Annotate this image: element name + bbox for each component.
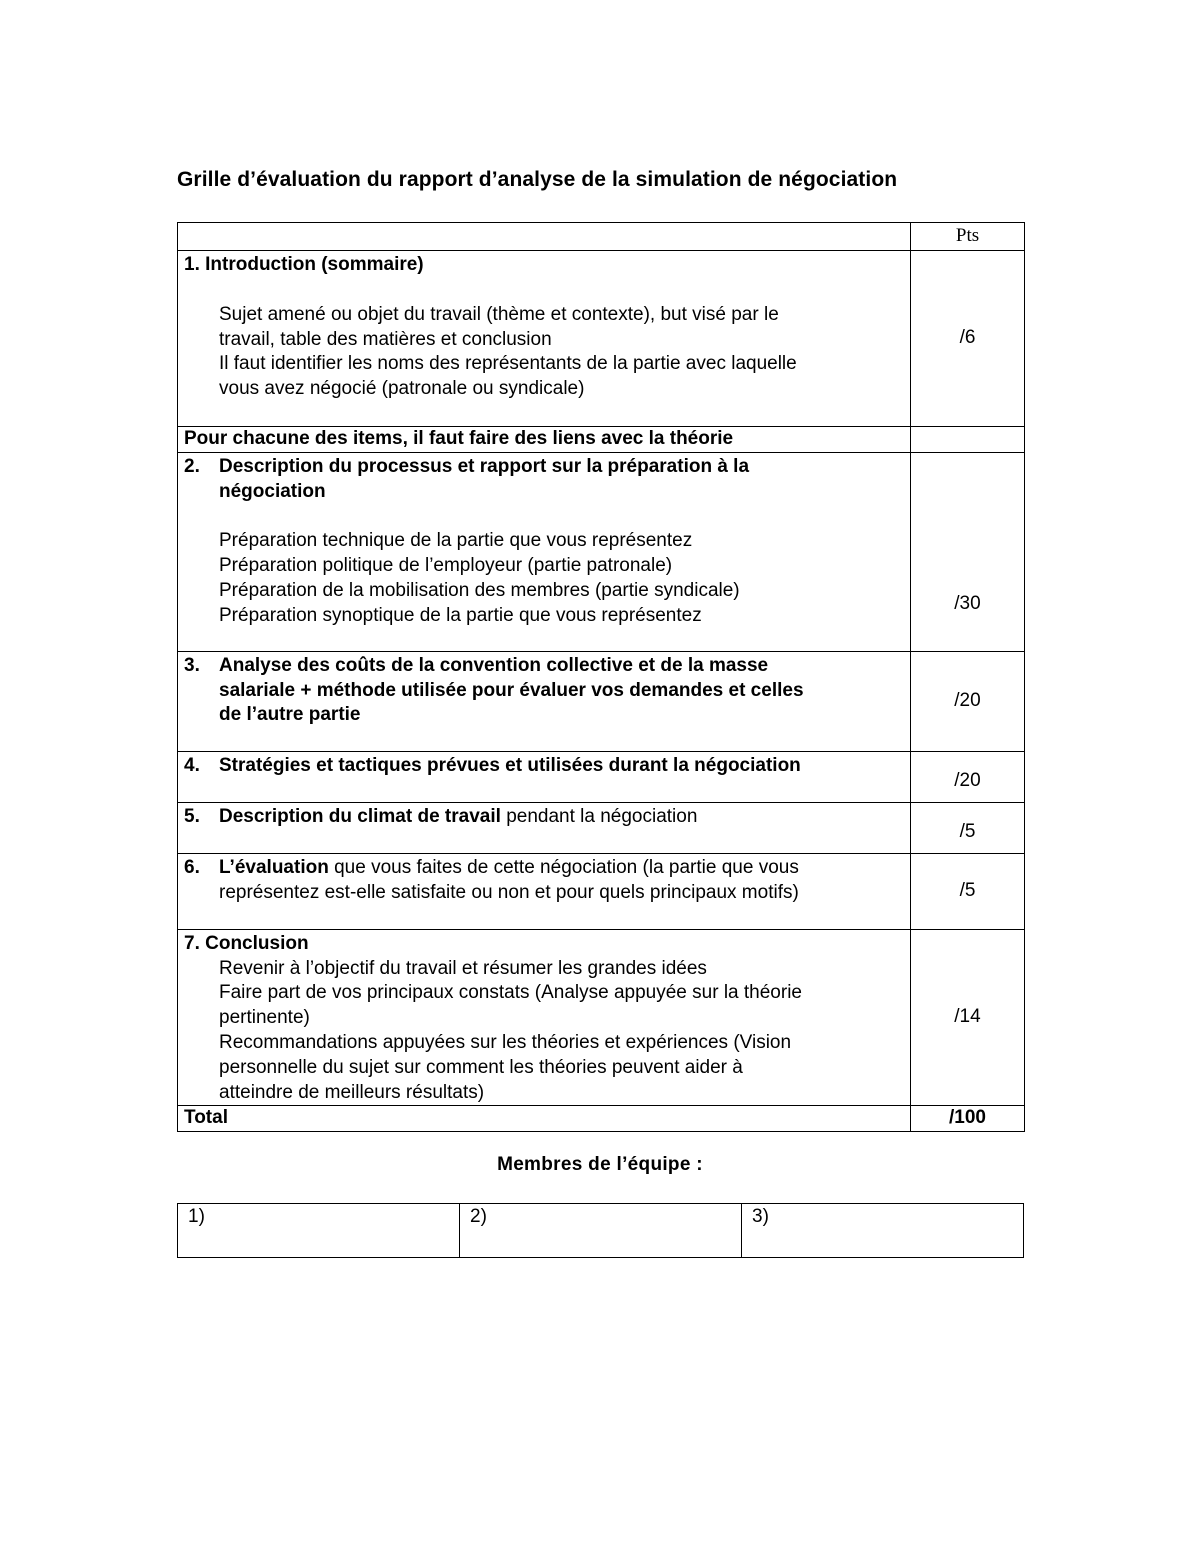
total-cell: [178, 1106, 911, 1132]
item-6-line-2: représentez est-elle satisfaite ou non et pour quels principaux motifs): [219, 881, 799, 903]
item-5-text: pendant la négociation: [500, 805, 698, 827]
conclusion-points: /14: [911, 929, 1025, 1106]
conclusion-line-6: atteindre de meilleurs résultats): [219, 1081, 485, 1103]
item-5-cell: [178, 802, 911, 853]
row-item-6: [178, 853, 1025, 929]
row-item-3: [178, 651, 1025, 751]
item-5-points: /5: [911, 802, 1025, 853]
introduction-points: /6: [911, 251, 1025, 427]
member-slot-1[interactable]: 1): [178, 1204, 460, 1258]
team-members-table: [177, 1203, 1024, 1258]
item-2-heading-line-2: négociation: [219, 480, 326, 502]
row-conclusion: [178, 929, 1025, 1106]
item-5-bold-text: Description du climat de travail: [219, 805, 501, 827]
row-total: [178, 1106, 1025, 1132]
item-4-number: 4.: [184, 754, 200, 776]
team-members-title: Membres de l’équipe :: [497, 1154, 703, 1175]
introduction-line-3: Il faut identifier les noms des représentants de la partie avec laquelle: [219, 353, 797, 375]
introduction-cell: [178, 251, 911, 427]
item-4-heading: Stratégies et tactiques prévues et utilisées durant la négociation: [219, 754, 801, 776]
conclusion-line-4: Recommandations appuyées sur les théories et expériences (Vision: [219, 1031, 792, 1053]
item-3-heading-line-3: de l’autre partie: [219, 704, 361, 726]
header-criteria-cell: [178, 223, 911, 251]
item-6-number: 6.: [184, 856, 200, 878]
item-2-line-3: Préparation de la mobilisation des membres (partie syndicale): [219, 579, 740, 601]
row-item-2: [178, 452, 1025, 651]
item-3-heading-line-1: Analyse des coûts de la convention collective et de la masse: [219, 654, 769, 676]
item-6-text: que vous faites de cette négociation (la partie que vous: [328, 856, 799, 878]
row-item-5: [178, 802, 1025, 853]
item-2-cell: [178, 452, 911, 651]
introduction-line-2: travail, table des matières et conclusion: [219, 328, 552, 350]
row-introduction: [178, 251, 1025, 427]
header-row: [178, 223, 1025, 251]
conclusion-line-1: Revenir à l’objectif du travail et résumer les grandes idées: [219, 957, 707, 979]
conclusion-line-5: personnelle du sujet sur comment les théories peuvent aider à: [219, 1056, 743, 1078]
item-3-number: 3.: [184, 654, 200, 676]
item-2-points: /30: [911, 452, 1025, 651]
introduction-heading: 1. Introduction (sommaire): [184, 254, 424, 275]
item-2-line-4: Préparation synoptique de la partie que vous représentez: [219, 604, 702, 626]
theory-note-cell: [178, 427, 911, 453]
introduction-line-4: vous avez négocié (patronale ou syndicale): [219, 378, 585, 400]
item-3-heading-line-2: salariale + méthode utilisée pour évaluer vos demandes et celles: [219, 679, 804, 701]
conclusion-line-2: Faire part de vos principaux constats (Analyse appuyée sur la théorie: [219, 982, 802, 1004]
item-6-points: /5: [911, 853, 1025, 929]
conclusion-heading: 7. Conclusion: [184, 932, 309, 954]
member-slot-3[interactable]: 3): [742, 1204, 1024, 1258]
total-label: Total: [184, 1107, 228, 1129]
item-2-line-1: Préparation technique de la partie que vous représentez: [219, 530, 693, 552]
item-2-line-2: Préparation politique de l’employeur (partie patronale): [219, 555, 673, 577]
header-pts-cell: [911, 223, 1025, 251]
conclusion-line-3: pertinente): [219, 1007, 310, 1029]
member-slot-2[interactable]: 2): [460, 1204, 742, 1258]
total-points: /100: [911, 1106, 1025, 1132]
row-theory-note: [178, 427, 1025, 453]
item-3-cell: [178, 651, 911, 751]
row-item-4: [178, 751, 1025, 802]
item-6-cell: [178, 853, 911, 929]
item-4-cell: [178, 751, 911, 802]
theory-note-points-cell: [911, 427, 1025, 453]
item-4-points: /20: [911, 751, 1025, 802]
item-5-number: 5.: [184, 805, 200, 827]
conclusion-cell: [178, 929, 911, 1106]
item-3-points: /20: [911, 651, 1025, 751]
item-2-number: 2.: [184, 455, 200, 477]
item-6-bold-text: L’évaluation: [219, 856, 329, 878]
evaluation-grid: [177, 222, 1025, 1132]
pts-header: Pts: [955, 225, 980, 247]
introduction-line-1: Sujet amené ou objet du travail (thème et contexte), but visé par le: [219, 303, 779, 325]
page-title: Grille d’évaluation du rapport d’analyse de la simulation de négociation: [177, 168, 898, 191]
theory-note-text: Pour chacune des items, il faut faire des liens avec la théorie: [184, 428, 734, 449]
item-2-heading-line-1: Description du processus et rapport sur la préparation à la: [219, 455, 750, 477]
